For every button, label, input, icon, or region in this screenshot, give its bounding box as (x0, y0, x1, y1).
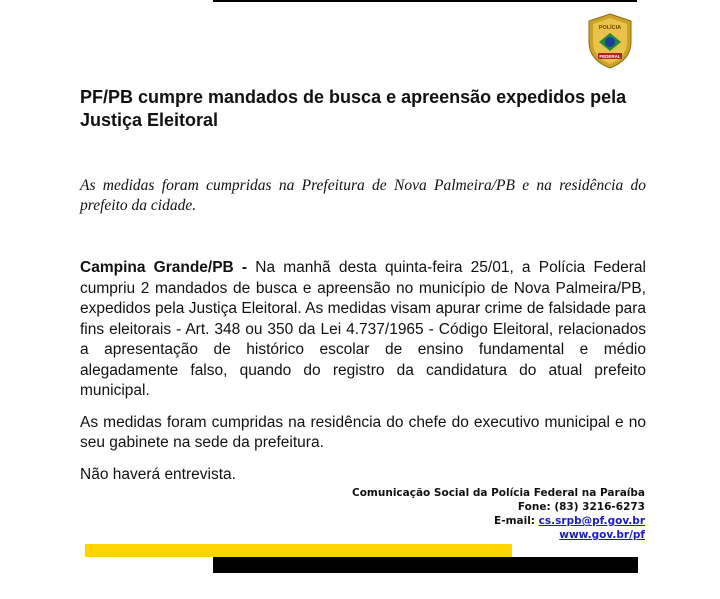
badge-top-text: POLÍCIA (598, 25, 622, 31)
top-rule (213, 0, 637, 2)
subtitle: As medidas foram cumpridas na Prefeitura de Nova Palmeira/PB e na residência do prefeito da cidade. (80, 177, 646, 214)
footer-yellow-bar (85, 544, 512, 557)
paragraph-2: As medidas foram cumpridas na residência do chefe do executivo municipal e no seu gabinete na sede da prefeitura. (80, 413, 646, 451)
paragraph-1-text: Na manhã desta quinta-feira 25/01, a Polícia Federal cumpriu 2 mandados de busca e apreensão no município de Nova Palmeira/PB, expedidos pela Justiça Eleitoral. As medidas visam apurar crime de falsidade para fins eleitorais - Art. 348 ou 350 da Lei 4.737/1965 - Código Eleitoral, relacionados a apresentação de histórico escolar de ensino fundamental e médio alegadamente falso, quando do registro da candidatura do atual prefeito municipal. (80, 259, 646, 399)
contact-website-line (352, 528, 645, 542)
article-body (80, 258, 646, 496)
contact-email-label: E-mail: (494, 515, 539, 527)
contact-email-line (352, 514, 645, 528)
paragraph-3: Não haverá entrevista. (80, 465, 236, 483)
page-title: PF/PB cumpre mandados de busca e apreensão expedidos pela Justiça Eleitoral (80, 87, 627, 130)
contact-email-link[interactable]: cs.srpb@pf.gov.br (538, 515, 645, 527)
contact-website-link[interactable]: www.gov.br/pf (559, 529, 645, 541)
contact-block (352, 486, 645, 542)
footer-black-bar (213, 557, 638, 573)
badge-bottom-text: FEDERAL (599, 54, 621, 59)
policia-federal-badge-logo (585, 12, 635, 70)
paragraph-1 (80, 258, 646, 402)
contact-phone: Fone: (83) 3216-6273 (517, 501, 645, 513)
dateline: Campina Grande/PB - (80, 259, 248, 276)
contact-org: Comunicação Social da Polícia Federal na Paraíba (352, 487, 645, 499)
